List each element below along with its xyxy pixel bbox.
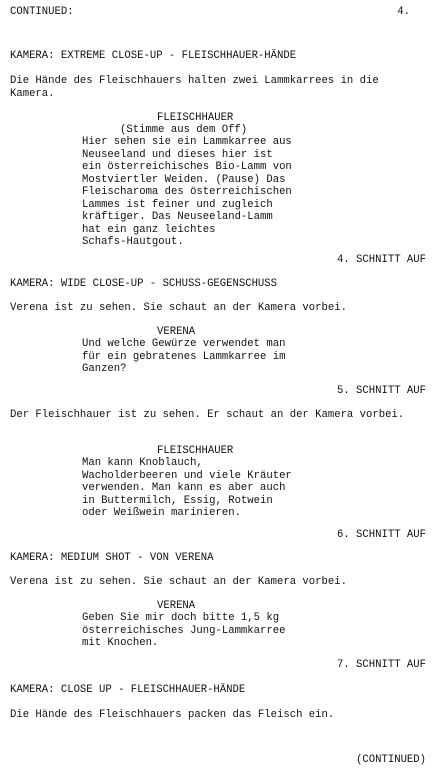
continued-footer: (CONTINUED) xyxy=(356,754,426,766)
transition: 7. SCHNITT AUF xyxy=(336,659,426,671)
scene-heading: KAMERA: MEDIUM SHOT - VON VERENA xyxy=(10,552,214,564)
transition: 6. SCHNITT AUF xyxy=(336,529,426,541)
character-name: FLEISCHHAUER xyxy=(157,445,234,457)
character-name: VERENA xyxy=(157,600,196,612)
transition: 4. SCHNITT AUF xyxy=(336,254,426,266)
scene-heading: KAMERA: CLOSE UP - FLEISCHHAUER-HÄNDE xyxy=(10,684,246,696)
character-name: VERENA xyxy=(157,326,196,338)
page-number: 4. xyxy=(397,6,410,18)
action-line: Verena ist zu sehen. Sie schaut an der Kamera vorbei. xyxy=(10,576,347,588)
continued-header: CONTINUED: xyxy=(10,6,74,18)
dialogue: Hier sehen sie ein Lammkarree aus Neuseeland und dieses hier ist ein österreichisches Bio-Lamm von Mostviertler Weiden. (Pause) Das Fleischaroma des österreichischen Lammes ist feiner und zugleich kräftiger. Das Neuseeland-Lamm hat ein ganz leichtes Schafs-Hautgout. xyxy=(82,136,292,248)
parenthetical: (Stimme aus dem Off) xyxy=(120,124,248,136)
action-line: Der Fleischhauer ist zu sehen. Er schaut an der Kamera vorbei. xyxy=(10,409,405,421)
dialogue: Man kann Knoblauch, Wacholderbeeren und viele Kräuter verwenden. Man kann es aber auch in Buttermilch, Essig, Rotwein oder Weißwein marinieren. xyxy=(82,457,292,519)
action-line: Die Hände des Fleischhauers packen das Fleisch ein. xyxy=(10,709,335,721)
action-line: Verena ist zu sehen. Sie schaut an der Kamera vorbei. xyxy=(10,302,347,314)
transition: 5. SCHNITT AUF xyxy=(336,385,426,397)
dialogue: Geben Sie mir doch bitte 1,5 kg österreichisches Jung-Lammkarree mit Knochen. xyxy=(82,612,286,649)
character-name: FLEISCHHAUER xyxy=(157,112,234,124)
action-line: Die Hände des Fleischhauers halten zwei Lammkarrees in die Kamera. xyxy=(10,75,379,100)
scene-heading: KAMERA: WIDE CLOSE-UP - SCHUSS-GEGENSCHUSS xyxy=(10,278,278,290)
dialogue: Und welche Gewürze verwendet man für ein gebratenes Lammkarree im Ganzen? xyxy=(82,338,286,375)
scene-heading: KAMERA: EXTREME CLOSE-UP - FLEISCHHAUER-HÄNDE xyxy=(10,50,297,62)
